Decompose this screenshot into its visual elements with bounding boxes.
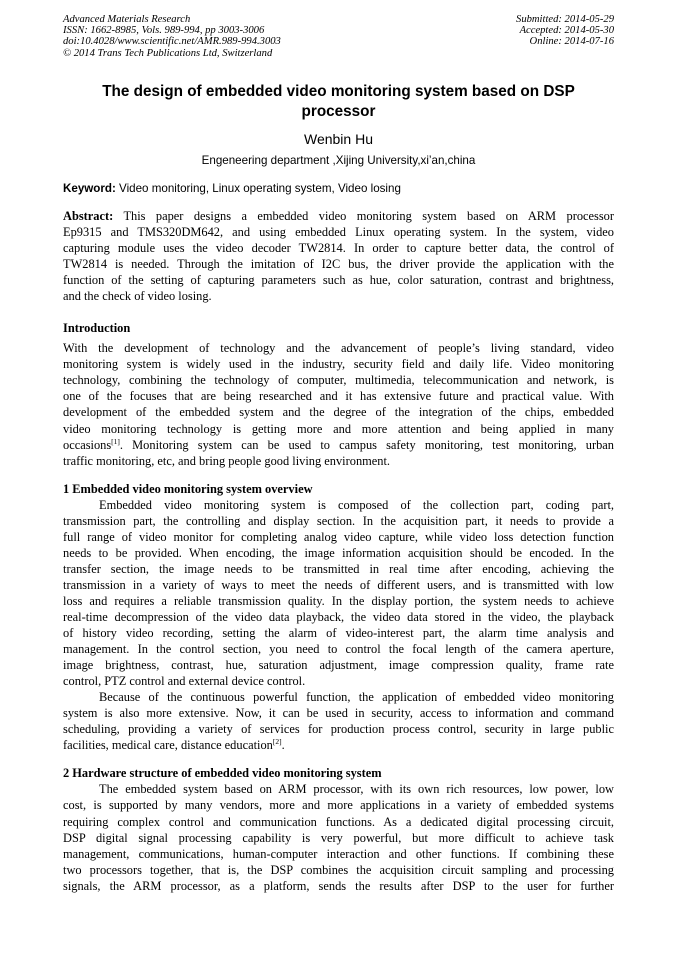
abstract-line: function of the setting of capturing parameters such as hue, color saturation, contrast and brightness, [63, 273, 614, 288]
author-affiliation: Engeneering department ,Xijing University,xi’an,china [201, 154, 476, 167]
body-line: With the development of technology and the advancement of people’s living standard, video [63, 341, 614, 356]
journal-doi: doi:10.4028/www.scientific.net/AMR.989-994.3003 [63, 36, 281, 48]
section-heading-2: 2 Hardware structure of embedded video monitoring system [63, 766, 382, 781]
body-line: occasions[1]. Monitoring system can be used to campus safety monitoring, test monitoring, urban [63, 436, 614, 452]
author-name: Wenbin Hu [303, 131, 373, 147]
abstract-line: and the check of video losing. [63, 289, 212, 304]
body-line: requiring complex control and communication functions. As a dedicated digital processing circuit, [63, 814, 614, 829]
abstract [63, 208, 614, 304]
body-line: image brightness, contrast, hue, saturation adjustment, image compression quality, frame rate [63, 658, 614, 673]
abstract-line: capturing module uses the video decoder TW2814. In order to capture better data, the control of [63, 241, 614, 256]
accepted-date: Accepted: 2014-05-30 [519, 25, 614, 37]
abstract-line: TW2814 is needed. Through the imitation of I2C bus, the driver provide the application with the [63, 257, 614, 272]
section-heading-introduction: Introduction [63, 321, 131, 336]
introduction-body [63, 340, 614, 468]
body-line: loss and requires a reliable transmission quality. In the display portion, the system needs to achieve [63, 593, 614, 608]
section-2-body [63, 781, 614, 893]
body-line: technology, combining the technology of computer, multimedia, telecommunication and network, is [63, 373, 614, 388]
section-heading-1: 1 Embedded video monitoring system overview [63, 481, 313, 496]
body-line: signals, the ARM processor, as a platform, sends the results after DSP to the user for further [63, 878, 614, 893]
body-line: real-time decompression of the video data playback, the video data stored in the video, the playback [63, 609, 614, 624]
abstract-line: Ep9315 and TMS320DM642, and using embedded Linux operating system. In the system, video [63, 225, 614, 240]
body-line: cost, is supported by many vendors, more and more applications in a variety of embedded systems [63, 798, 614, 813]
body-line: DSP digital signal processing capability is very powerful, but more difficult to achieve task [63, 830, 614, 845]
body-line: management, communications, human-computer interaction and other functions. If combining these [63, 846, 614, 861]
paper-title-line: The design of embedded video monitoring system based on DSP [102, 83, 575, 100]
citation-ref[interactable]: [2] [272, 737, 282, 747]
body-line: facilities, medical care, distance education[2]. [63, 737, 285, 753]
submitted-date: Submitted: 2014-05-29 [516, 14, 614, 25]
abstract-label: Abstract: [63, 209, 114, 223]
body-line: of history video recording, setting the alarm of video-interest part, the alarm time analysis and [63, 626, 614, 641]
body-line: video monitoring technology is getting more and more attention and being applied in many [63, 421, 614, 436]
body-line: system is also more extensive. Now, it can be used in security, access to information and command [63, 706, 614, 721]
journal-issn: ISSN: 1662-8985, Vols. 989-994, pp 3003-3006 [63, 25, 265, 37]
journal-info [63, 14, 281, 59]
abstract-line: Abstract: This paper designs a embedded video monitoring system based on ARM processor [63, 209, 614, 223]
keywords-text: Video monitoring, Linux operating system, Video losing [115, 182, 401, 195]
body-line: Because of the continuous powerful function, the application of embedded video monitoring [99, 690, 614, 705]
keywords-label: Keyword: [63, 182, 116, 195]
paper-title-line: processor [301, 102, 376, 120]
online-date: Online: 2014-07-16 [529, 36, 614, 48]
body-line: development of the embedded system and the degree of the integration of the chips, embedded [63, 405, 614, 420]
publication-dates [516, 14, 614, 48]
body-line: two processors together, that is, the DSP combines the acquisition circuit sampling and processing [63, 862, 614, 877]
body-line: needs to be provided. When encoding, the image information acquisition should be encoded. In the [63, 545, 614, 560]
keywords [63, 182, 614, 196]
body-line: one of the focuses that are being researched and it has extensive future and practical value. With [63, 389, 614, 404]
journal-header [63, 14, 614, 64]
body-line: transfer section, the image needs to be transmitted in real time after encoding, achieving the [63, 561, 614, 576]
body-line: The embedded system based on ARM processor, with its own rich resources, low power, low [99, 782, 614, 797]
section-1-body [63, 497, 614, 754]
body-line: control, PTZ control and external device control. [63, 674, 306, 689]
body-line: transmission part, the controlling and display section. In the acquisition part, it needs to provide a [63, 513, 614, 528]
paper-page [63, 14, 614, 894]
body-line: full range of video monitor for completing analog video capture, while video loss detection function [63, 529, 614, 544]
citation-ref[interactable]: [1] [111, 436, 120, 446]
journal-name: Advanced Materials Research [63, 14, 191, 25]
body-line: Embedded video monitoring system is composed of the collection part, coding part, [99, 497, 614, 512]
body-line: management. In the control section, you need to control the focal length of the camera aperture, [63, 642, 614, 657]
journal-copyright: © 2014 Trans Tech Publications Ltd, Switzerland [63, 47, 273, 59]
body-line: transmission in a variety of ways to meet the needs of different users, and is transmitted with low [63, 577, 614, 592]
body-line: monitoring system is widely used in the industry, security field and daily life. Video monitoring [63, 357, 614, 372]
paper-title [63, 82, 614, 121]
body-line: traffic monitoring, etc, and bring people good living environment. [63, 453, 391, 468]
body-line: scheduling, providing a variety of services for production process control, security in large public [63, 722, 614, 737]
